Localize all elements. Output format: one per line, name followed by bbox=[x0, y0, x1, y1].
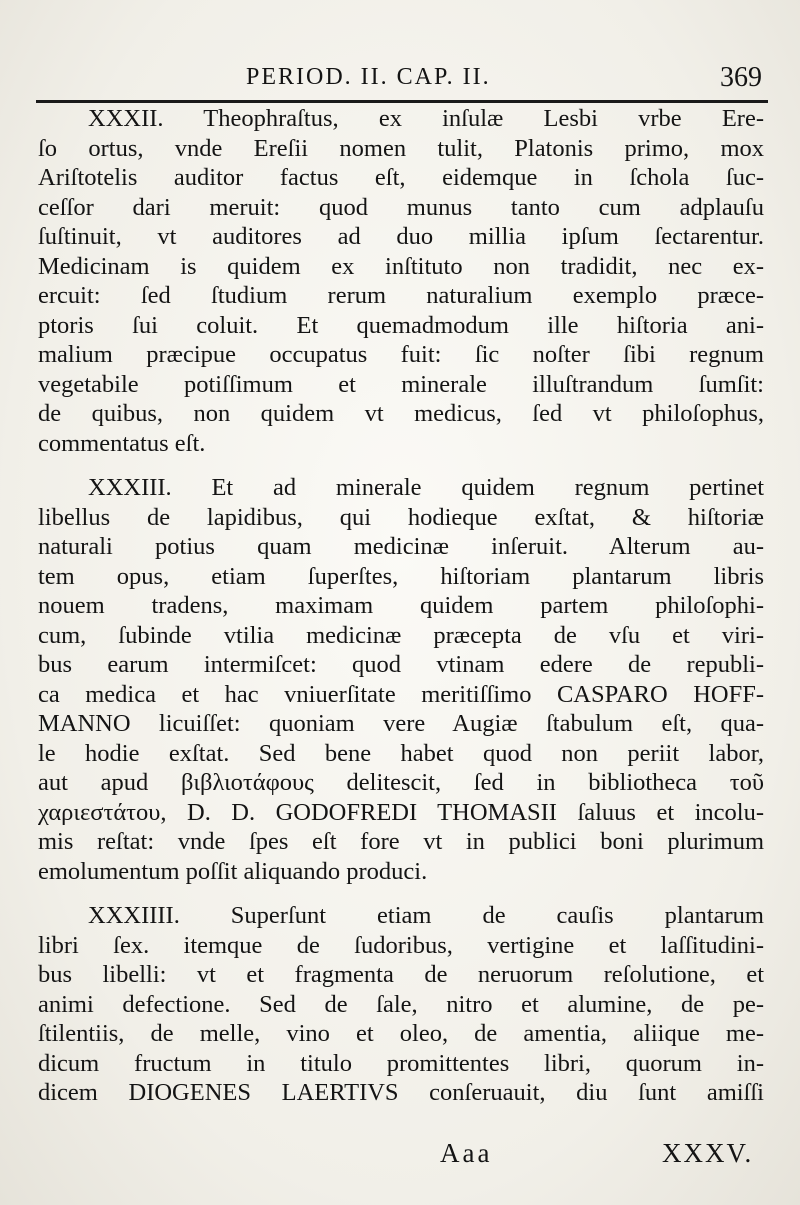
text-line: mis reſtat: vnde ſpes eſt fore vt in publici boni plurimum bbox=[38, 828, 764, 855]
text-line: dicum fructum in titulo promittentes libri, quorum in- bbox=[38, 1049, 764, 1077]
text-line: vegetabile potiſſimum et minerale illuſtrandum ſumſit: bbox=[38, 370, 764, 398]
text-line: commentatus eſt. bbox=[38, 429, 206, 457]
text-line: XXXIIII. Superſunt etiam de cauſis plantarum bbox=[88, 902, 764, 929]
text-line: Medicinam is quidem ex inſtituto non tradidit, nec ex- bbox=[38, 252, 764, 280]
text-line: le hodie exſtat. Sed bene habet quod non periit labor, bbox=[38, 739, 764, 767]
text-line: aut apud βιβλιοτάφους delitescit, ſed in bibliotheca τοῦ bbox=[38, 769, 764, 796]
text-line: bus libelli: vt et fragmenta de neruorum reſolutione, et bbox=[38, 961, 764, 988]
header-rule bbox=[36, 100, 768, 103]
text-line: emolumentum poſſit aliquando produci. bbox=[38, 857, 428, 885]
catchword: XXXV. bbox=[662, 1138, 754, 1168]
paragraph-34 bbox=[38, 901, 764, 1108]
text-line: ſuſtinuit, vt auditores ad duo millia ipſum ſectarentur. bbox=[38, 223, 764, 250]
text-line: MANNO licuiſſet: quoniam vere Augiæ ſtabulum eſt, qua- bbox=[38, 710, 764, 737]
body-text bbox=[38, 104, 764, 1108]
text-line: Ariſtotelis auditor factus eſt, eidemque in ſchola ſuc- bbox=[38, 164, 764, 191]
text-line: χαριεστάτου, D. D. GODOFREDI THOMASII ſaluus et incolu- bbox=[38, 798, 764, 826]
text-line: bus earum intermiſcet: quod vtinam edere de republi- bbox=[38, 651, 764, 678]
paragraph-33 bbox=[38, 473, 764, 886]
text-line: ſtilentiis, de melle, vino et oleo, de amentia, aliique me- bbox=[38, 1020, 764, 1047]
text-line: ercuit: ſed ſtudium rerum naturalium exemplo præce- bbox=[38, 282, 764, 309]
text-line: tem opus, etiam ſuperſtes, hiſtoriam plantarum libris bbox=[38, 562, 764, 590]
text-line: XXXIII. Et ad minerale quidem regnum pertinet bbox=[88, 474, 764, 501]
text-line: cum, ſubinde vtilia medicinæ præcepta de vſu et viri- bbox=[38, 621, 764, 649]
text-line: libri ſex. itemque de ſudoribus, vertigine et laſſitudini- bbox=[38, 931, 764, 959]
paragraph-32 bbox=[38, 104, 764, 458]
text-line: dicem DIOGENES LAERTIVS conſeruauit, diu ſunt amiſſi bbox=[38, 1079, 764, 1106]
page-number: 369 bbox=[720, 62, 762, 93]
text-line: animi defectione. Sed de ſale, nitro et alumine, de pe- bbox=[38, 990, 764, 1018]
text-line: ſo ortus, vnde Ereſii nomen tulit, Platonis primo, mox bbox=[38, 134, 764, 162]
text-line: de quibus, non quidem vt medicus, ſed vt philoſophus, bbox=[38, 400, 764, 427]
text-line: ceſſor dari meruit: quod munus tanto cum adplauſu bbox=[38, 193, 764, 221]
text-line: naturali potius quam medicinæ inſeruit. Alterum au- bbox=[38, 533, 764, 560]
signature-mark: Aaa bbox=[440, 1138, 493, 1168]
text-line: libellus de lapidibus, qui hodieque exſtat, & hiſtoriæ bbox=[38, 503, 764, 531]
text-line: nouem tradens, maximam quidem partem philoſophi- bbox=[38, 592, 764, 619]
running-head: PERIOD. II. CAP. II. bbox=[246, 64, 491, 90]
page-header bbox=[36, 58, 766, 98]
text-line: malium præcipue occupatus fuit: ſic noſter ſibi regnum bbox=[38, 341, 764, 368]
text-line: XXXII. Theophraſtus, ex inſulæ Lesbi vrbe Ere- bbox=[88, 105, 764, 132]
text-line: ca medica et hac vniuerſitate meritiſſimo CASPARO HOFF- bbox=[38, 680, 764, 708]
text-line: ptoris ſui coluit. Et quemadmodum ille hiſtoria ani- bbox=[38, 311, 764, 339]
